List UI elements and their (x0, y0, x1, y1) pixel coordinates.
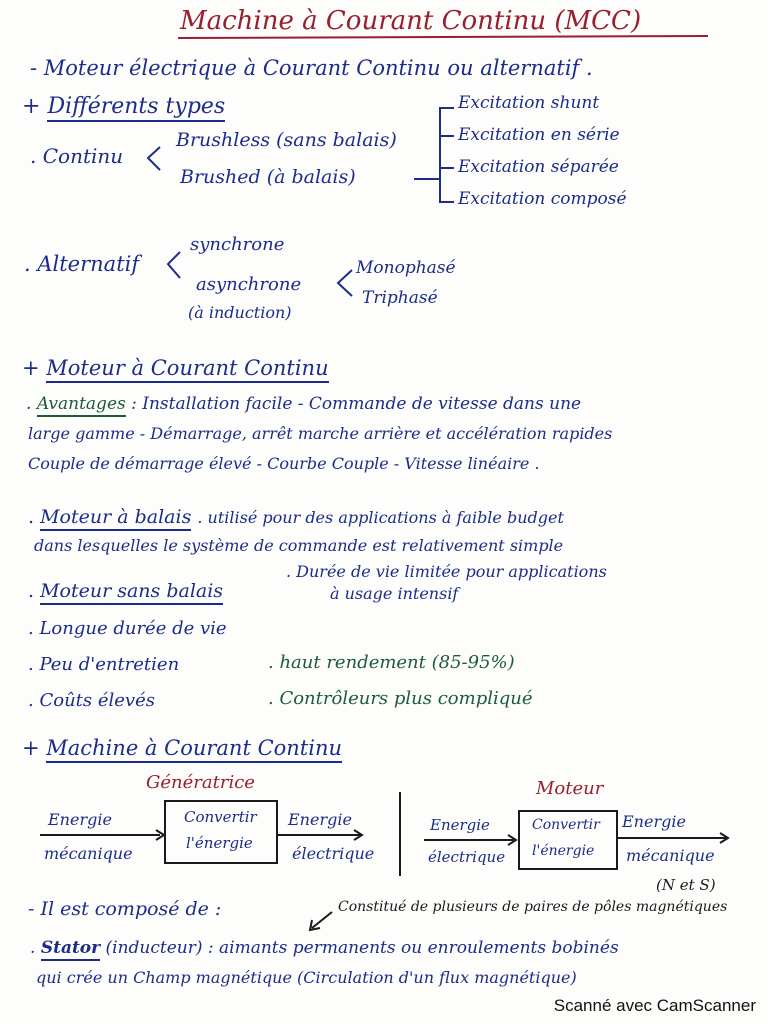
camscanner-watermark: Scanné avec CamScanner (553, 996, 756, 1015)
induction-label: (à induction) (188, 303, 292, 322)
mot-box-line-2: l'énergie (532, 843, 595, 859)
gen-input-1: Energie (48, 810, 112, 829)
conversion-heading: + Machine à Courant Continu (22, 738, 342, 759)
sans-balais-item-3: . Coûts élevés (28, 690, 155, 711)
mot-converter-box (518, 810, 618, 870)
mot-output-2: mécanique (626, 846, 715, 865)
types-heading: + Différents types (22, 96, 225, 118)
excitation-compose: Excitation composé (458, 189, 627, 209)
asynchrone-label: asynchrone (196, 274, 302, 295)
excitation-shunt: Excitation shunt (458, 93, 600, 113)
brushless-label: Brushless (sans balais) (176, 129, 397, 151)
sans-balais-note-2: . Contrôleurs plus compliqué (268, 688, 533, 709)
sans-balais-note-1: . haut rendement (85-95%) (268, 652, 515, 673)
stator-line-1: . Stator (inducteur) : aimants permanents ou enroulements bobinés (30, 940, 619, 957)
avantages-line-1: . Avantages : Installation facile - Commande de vitesse dans une (26, 396, 581, 413)
sans-balais-item-2: . Peu d'entretien (28, 654, 180, 675)
gen-output-2: électrique (292, 844, 375, 863)
triphase-label: Triphasé (362, 288, 438, 308)
gen-input-2: mécanique (44, 844, 133, 863)
generatrice-label: Génératrice (146, 772, 255, 793)
avantages-line-2: large gamme - Démarrage, arrêt marche arrière et accélération rapides (28, 424, 613, 443)
alternatif-label: . Alternatif (24, 252, 140, 276)
sans-balais-item-1: . Longue durée de vie (28, 618, 227, 639)
excitation-separee: Excitation séparée (458, 157, 619, 177)
mcc-heading: + Moteur à Courant Continu (22, 358, 329, 379)
page-title: Machine à Courant Continu (MCC) (180, 6, 642, 36)
intro-line: - Moteur électrique à Courant Continu ou alternatif . (30, 56, 593, 80)
monophase-label: Monophasé (356, 258, 456, 278)
continu-label: . Continu (30, 144, 124, 168)
avantages-line-3: Couple de démarrage élevé - Courbe Couple - Vitesse linéaire . (28, 454, 540, 473)
balais-line-2: dans lesquelles le système de commande est relativement simple (34, 536, 564, 555)
gen-converter-box (164, 800, 278, 864)
brushed-label: Brushed (à balais) (180, 166, 356, 188)
gen-box-line-1: Convertir (184, 808, 257, 826)
mot-input-2: électrique (428, 848, 506, 866)
moteur-label: Moteur (536, 778, 604, 799)
synchrone-label: synchrone (190, 234, 285, 255)
mot-input-1: Energie (430, 816, 490, 834)
balais-duree-1: . Durée de vie limitée pour applications (286, 562, 607, 581)
gen-box-line-2: l'énergie (186, 834, 253, 852)
balais-duree-2: à usage intensif (330, 584, 459, 603)
mot-box-line-1: Convertir (532, 817, 600, 833)
composition-line: - Il est composé de : (28, 898, 222, 920)
gen-output-1: Energie (288, 810, 352, 829)
mot-output-1: Energie (622, 812, 686, 831)
balais-line-1: . Moteur à balais . utilisé pour des applications à faible budget (28, 508, 564, 527)
excitation-serie: Excitation en série (458, 125, 620, 145)
sans-balais-heading: . Moteur sans balais (28, 582, 223, 601)
stator-line-2: qui crée un Champ magnétique (Circulation d'un flux magnétique) (36, 968, 577, 987)
constitue-note: Constitué de plusieurs de paires de pôles magnétiques (338, 899, 728, 915)
n-s-note: (N et S) (656, 876, 716, 894)
